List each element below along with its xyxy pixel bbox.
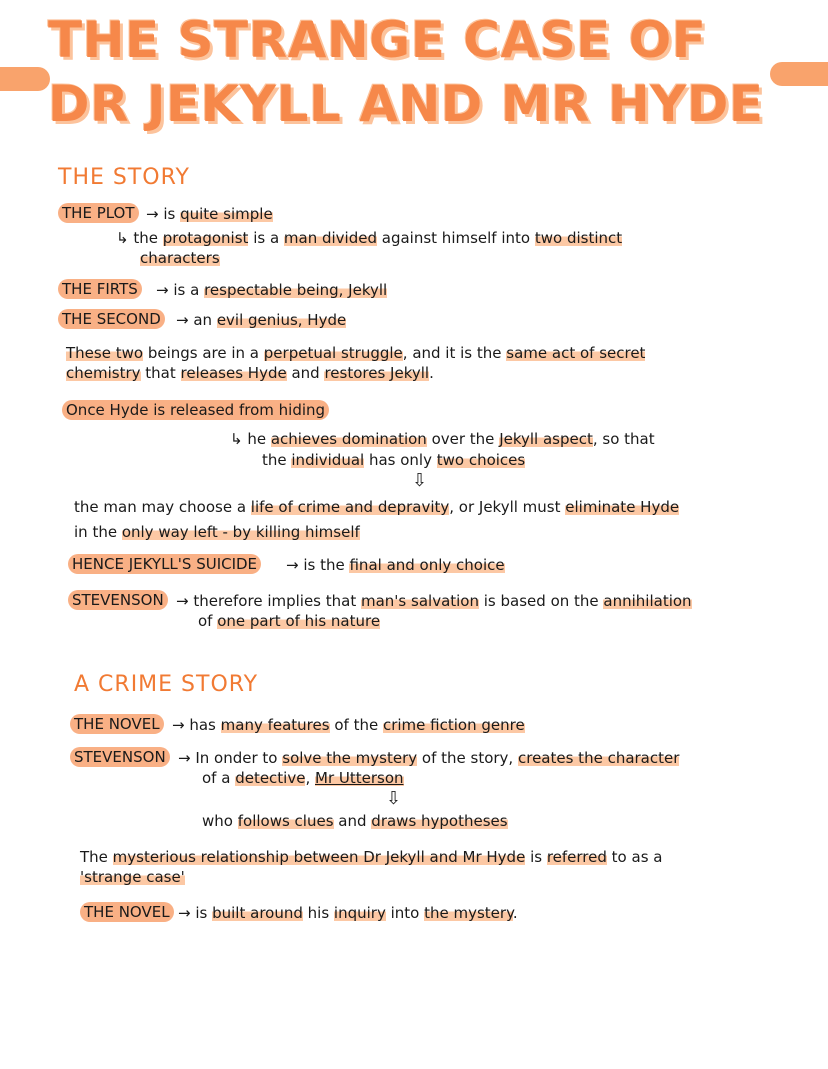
- mysterious-text-line2: 'strange case': [80, 868, 185, 886]
- stevenson2-text-line2: of a detective, Mr Utterson: [202, 769, 404, 787]
- title-line-1: THE STRANGE CASE OF: [48, 11, 707, 69]
- novel-text: → has many features of the crime fiction genre: [172, 716, 525, 734]
- label-once-hyde: Once Hyde is released from hiding: [62, 400, 329, 420]
- label-the-plot: THE PLOT: [58, 203, 139, 223]
- label-stevenson-2: STEVENSON: [70, 747, 170, 767]
- novel2-text: → is built around his inquiry into the mystery.: [178, 904, 518, 922]
- hence-text: → is the final and only choice: [286, 556, 505, 574]
- section-heading-crime: A CRIME STORY: [74, 672, 259, 697]
- label-the-second: THE SECOND: [58, 309, 165, 329]
- stevenson2-text-line1: → In onder to solve the mystery of the story, creates the character: [178, 749, 680, 767]
- mysterious-text-line1: The mysterious relationship between Dr Jekyll and Mr Hyde is referred to as a: [80, 848, 663, 866]
- page-title: [48, 8, 788, 136]
- down-arrow-icon-2: ⇩: [386, 788, 402, 809]
- plot-subtext-line1: ↳ the protagonist is a man divided against himself into two distinct: [116, 229, 623, 247]
- plot-text: → is quite simple: [146, 205, 273, 223]
- section-heading-story: THE STORY: [58, 165, 190, 190]
- title-line-2: DR JEKYLL AND MR HYDE: [48, 75, 764, 133]
- choice-text-line2: in the only way left - by killing himself: [74, 523, 360, 541]
- label-the-novel: THE NOVEL: [70, 714, 164, 734]
- label-stevenson: STEVENSON: [68, 590, 168, 610]
- once-subtext-line2: the individual has only two choices: [262, 451, 526, 469]
- stevenson-text-line2: of one part of his nature: [198, 612, 381, 630]
- choice-text-line1: the man may choose a life of crime and depravity, or Jekyll must eliminate Hyde: [74, 498, 680, 516]
- down-arrow-icon: ⇩: [412, 470, 428, 491]
- who-text: who follows clues and draws hypotheses: [202, 812, 508, 830]
- label-the-firts: THE FIRTS: [58, 279, 142, 299]
- stevenson-text-line1: → therefore implies that man's salvation is based on the annihilation: [176, 592, 692, 610]
- beings-text-line1: These two beings are in a perpetual struggle, and it is the same act of secret: [66, 344, 646, 362]
- beings-text-line2: chemistry that releases Hyde and restores Jekyll.: [66, 364, 434, 382]
- decorative-bar-left: [0, 67, 50, 91]
- second-text: → an evil genius, Hyde: [176, 311, 347, 329]
- label-hence-suicide: HENCE JEKYLL'S SUICIDE: [68, 554, 261, 574]
- label-the-novel-2: THE NOVEL: [80, 902, 174, 922]
- once-subtext-line1: ↳ he achieves domination over the Jekyll aspect, so that: [230, 430, 655, 448]
- plot-subtext-line2: characters: [140, 249, 220, 267]
- first-text: → is a respectable being, Jekyll: [156, 281, 388, 299]
